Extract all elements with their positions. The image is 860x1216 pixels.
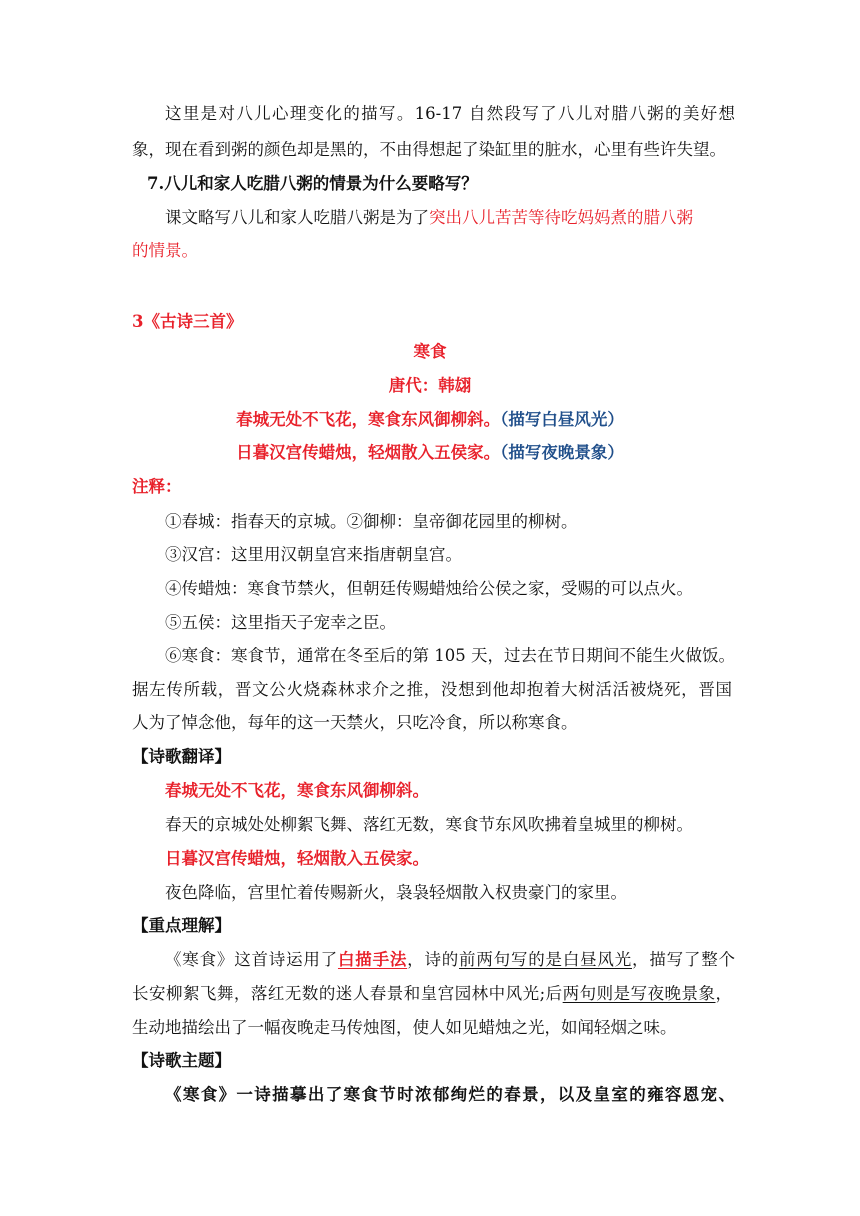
note-1: ①春城：指春天的京城。②御柳：皇帝御花园里的柳树。 xyxy=(165,512,578,531)
translation-poem-line-2: 日暮汉宫传蜡烛，轻烟散入五侯家。 xyxy=(165,849,429,868)
key-points-text-c: ，描写了整个 xyxy=(632,950,735,969)
answer-7-highlight: 突出八儿苦苦等待吃妈妈煮的腊八粥 xyxy=(429,208,693,227)
note-5-line3: 人为了悼念他，每年的这一天禁火，只吃冷食，所以称寒食。 xyxy=(132,713,578,732)
answer-7-line1 xyxy=(165,208,735,228)
poem-line-1-text: 春城无处不飞花，寒食东风御柳斜。 xyxy=(236,410,501,429)
note-5-line1: ⑥寒食：寒食节，通常在冬至后的第 105 天，过去在节日期间不能生火做饭。 xyxy=(165,646,735,665)
key-points-underline-3: 两句则是写夜晚景象 xyxy=(562,984,716,1003)
key-points-text-e: ， xyxy=(715,984,733,1003)
section-heading: 3《古诗三首》 xyxy=(132,312,243,331)
question-7: 7.八儿和家人吃腊八粥的情景为什么要略写？ xyxy=(147,174,478,193)
key-points-underline-1: 白描手法 xyxy=(337,950,408,969)
translation-poem-line-1: 春城无处不飞花，寒食东风御柳斜。 xyxy=(165,781,429,800)
note-5-line2: 据左传所载，晋文公火烧森林求介之推，没想到他却抱着大树活活被烧死，晋国 xyxy=(132,680,732,699)
key-points-underline-2: 前两句写的是白昼风光 xyxy=(459,950,633,969)
translation-heading: 【诗歌翻译】 xyxy=(132,747,231,766)
note-4: ⑤五侯：这里指天子宠幸之臣。 xyxy=(165,613,396,632)
poem-line-1-note: （描写白昼风光） xyxy=(500,410,624,429)
theme-heading: 【诗歌主题】 xyxy=(132,1051,231,1070)
key-points-heading: 【重点理解】 xyxy=(132,916,231,935)
theme-line1: 《寒食》一诗描摹出了寒食节时浓郁绚烂的春景，以及皇室的雍容恩宠、 xyxy=(165,1085,735,1104)
key-points-text-b: ，诗的 xyxy=(407,950,460,969)
poem-line-1 xyxy=(0,410,860,430)
key-points-line2 xyxy=(132,984,732,1004)
para1-line1: 这里是对八儿心理变化的描写。16-17 自然段写了八儿对腊八粥的美好想 xyxy=(165,104,735,123)
answer-7-prefix: 课文略写八儿和家人吃腊八粥是为了 xyxy=(165,208,429,227)
key-points-text-d: 长安柳絮飞舞，落红无数的迷人春景和皇宫园林中风光;后 xyxy=(132,984,563,1003)
para1-line2: 象，现在看到粥的颜色却是黑的，不由得想起了染缸里的脏水，心里有些许失望。 xyxy=(132,140,726,159)
poem-line-2 xyxy=(0,443,860,463)
note-3: ④传蜡烛：寒食节禁火，但朝廷传赐蜡烛给公侯之家，受赐的可以点火。 xyxy=(165,579,693,598)
poem-author: 唐代：韩翃 xyxy=(388,376,472,395)
answer-7-line2: 的情景。 xyxy=(132,241,198,260)
notes-label: 注释： xyxy=(132,477,182,496)
poem-title: 寒食 xyxy=(413,342,447,361)
poem-line-2-note: （描写夜晚景象） xyxy=(500,443,624,462)
note-2: ③汉宫：这里用汉朝皇宫来指唐朝皇宫。 xyxy=(165,545,462,564)
key-points-line1 xyxy=(165,950,735,970)
key-points-text-a: 《寒食》这首诗运用了 xyxy=(165,950,338,969)
key-points-line3: 生动地描绘出了一幅夜晚走马传烛图，使人如见蜡烛之光，如闻轻烟之味。 xyxy=(132,1018,677,1037)
translation-text-1: 春天的京城处处柳絮飞舞、落红无数，寒食节东风吹拂着皇城里的柳树。 xyxy=(165,815,693,834)
translation-text-2: 夜色降临，宫里忙着传赐新火，袅袅轻烟散入权贵豪门的家里。 xyxy=(165,883,627,902)
poem-line-2-text: 日暮汉宫传蜡烛，轻烟散入五侯家。 xyxy=(236,443,501,462)
